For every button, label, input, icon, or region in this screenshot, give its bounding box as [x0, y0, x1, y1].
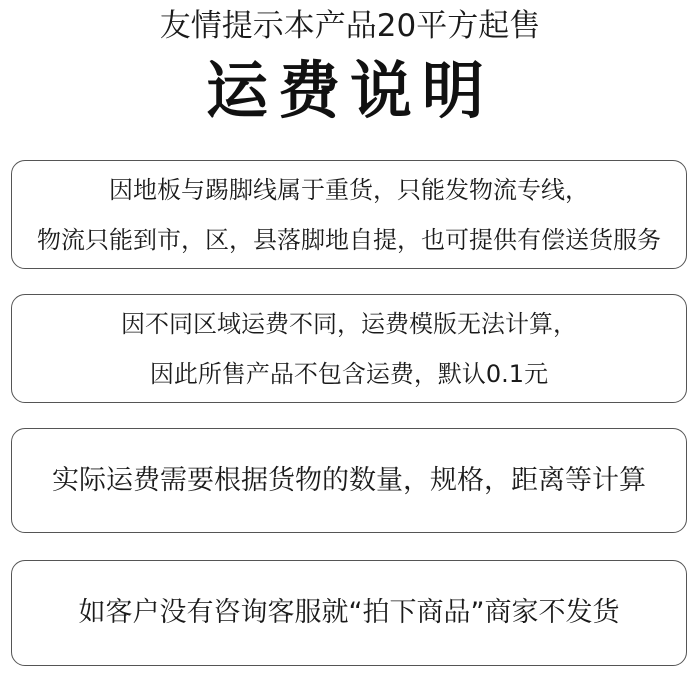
notice-card-heavy-goods — [11, 160, 687, 269]
notice-text-line: 如客户没有咨询客服就“拍下商品”商家不发货 — [78, 597, 620, 628]
notice-card-shipping-fee — [11, 294, 687, 403]
subtitle: 友情提示本产品20平方起售 — [159, 8, 541, 44]
notice-text-line: 因此所售产品不包含运费，默认0.1元 — [149, 359, 549, 388]
notice-text-line: 物流只能到市，区，县落脚地自提，也可提供有偿送货服务 — [37, 225, 661, 254]
notice-text-line: 实际运费需要根据货物的数量，规格，距离等计算 — [52, 464, 646, 496]
notice-text-line: 因不同区域运费不同，运费模版无法计算， — [121, 309, 577, 338]
notice-card-actual-fee — [11, 428, 687, 533]
page-title: 运费说明 — [205, 54, 494, 127]
notice-card-consult-service — [11, 560, 687, 666]
notice-text-line: 因地板与踢脚线属于重货，只能发物流专线， — [109, 175, 589, 204]
